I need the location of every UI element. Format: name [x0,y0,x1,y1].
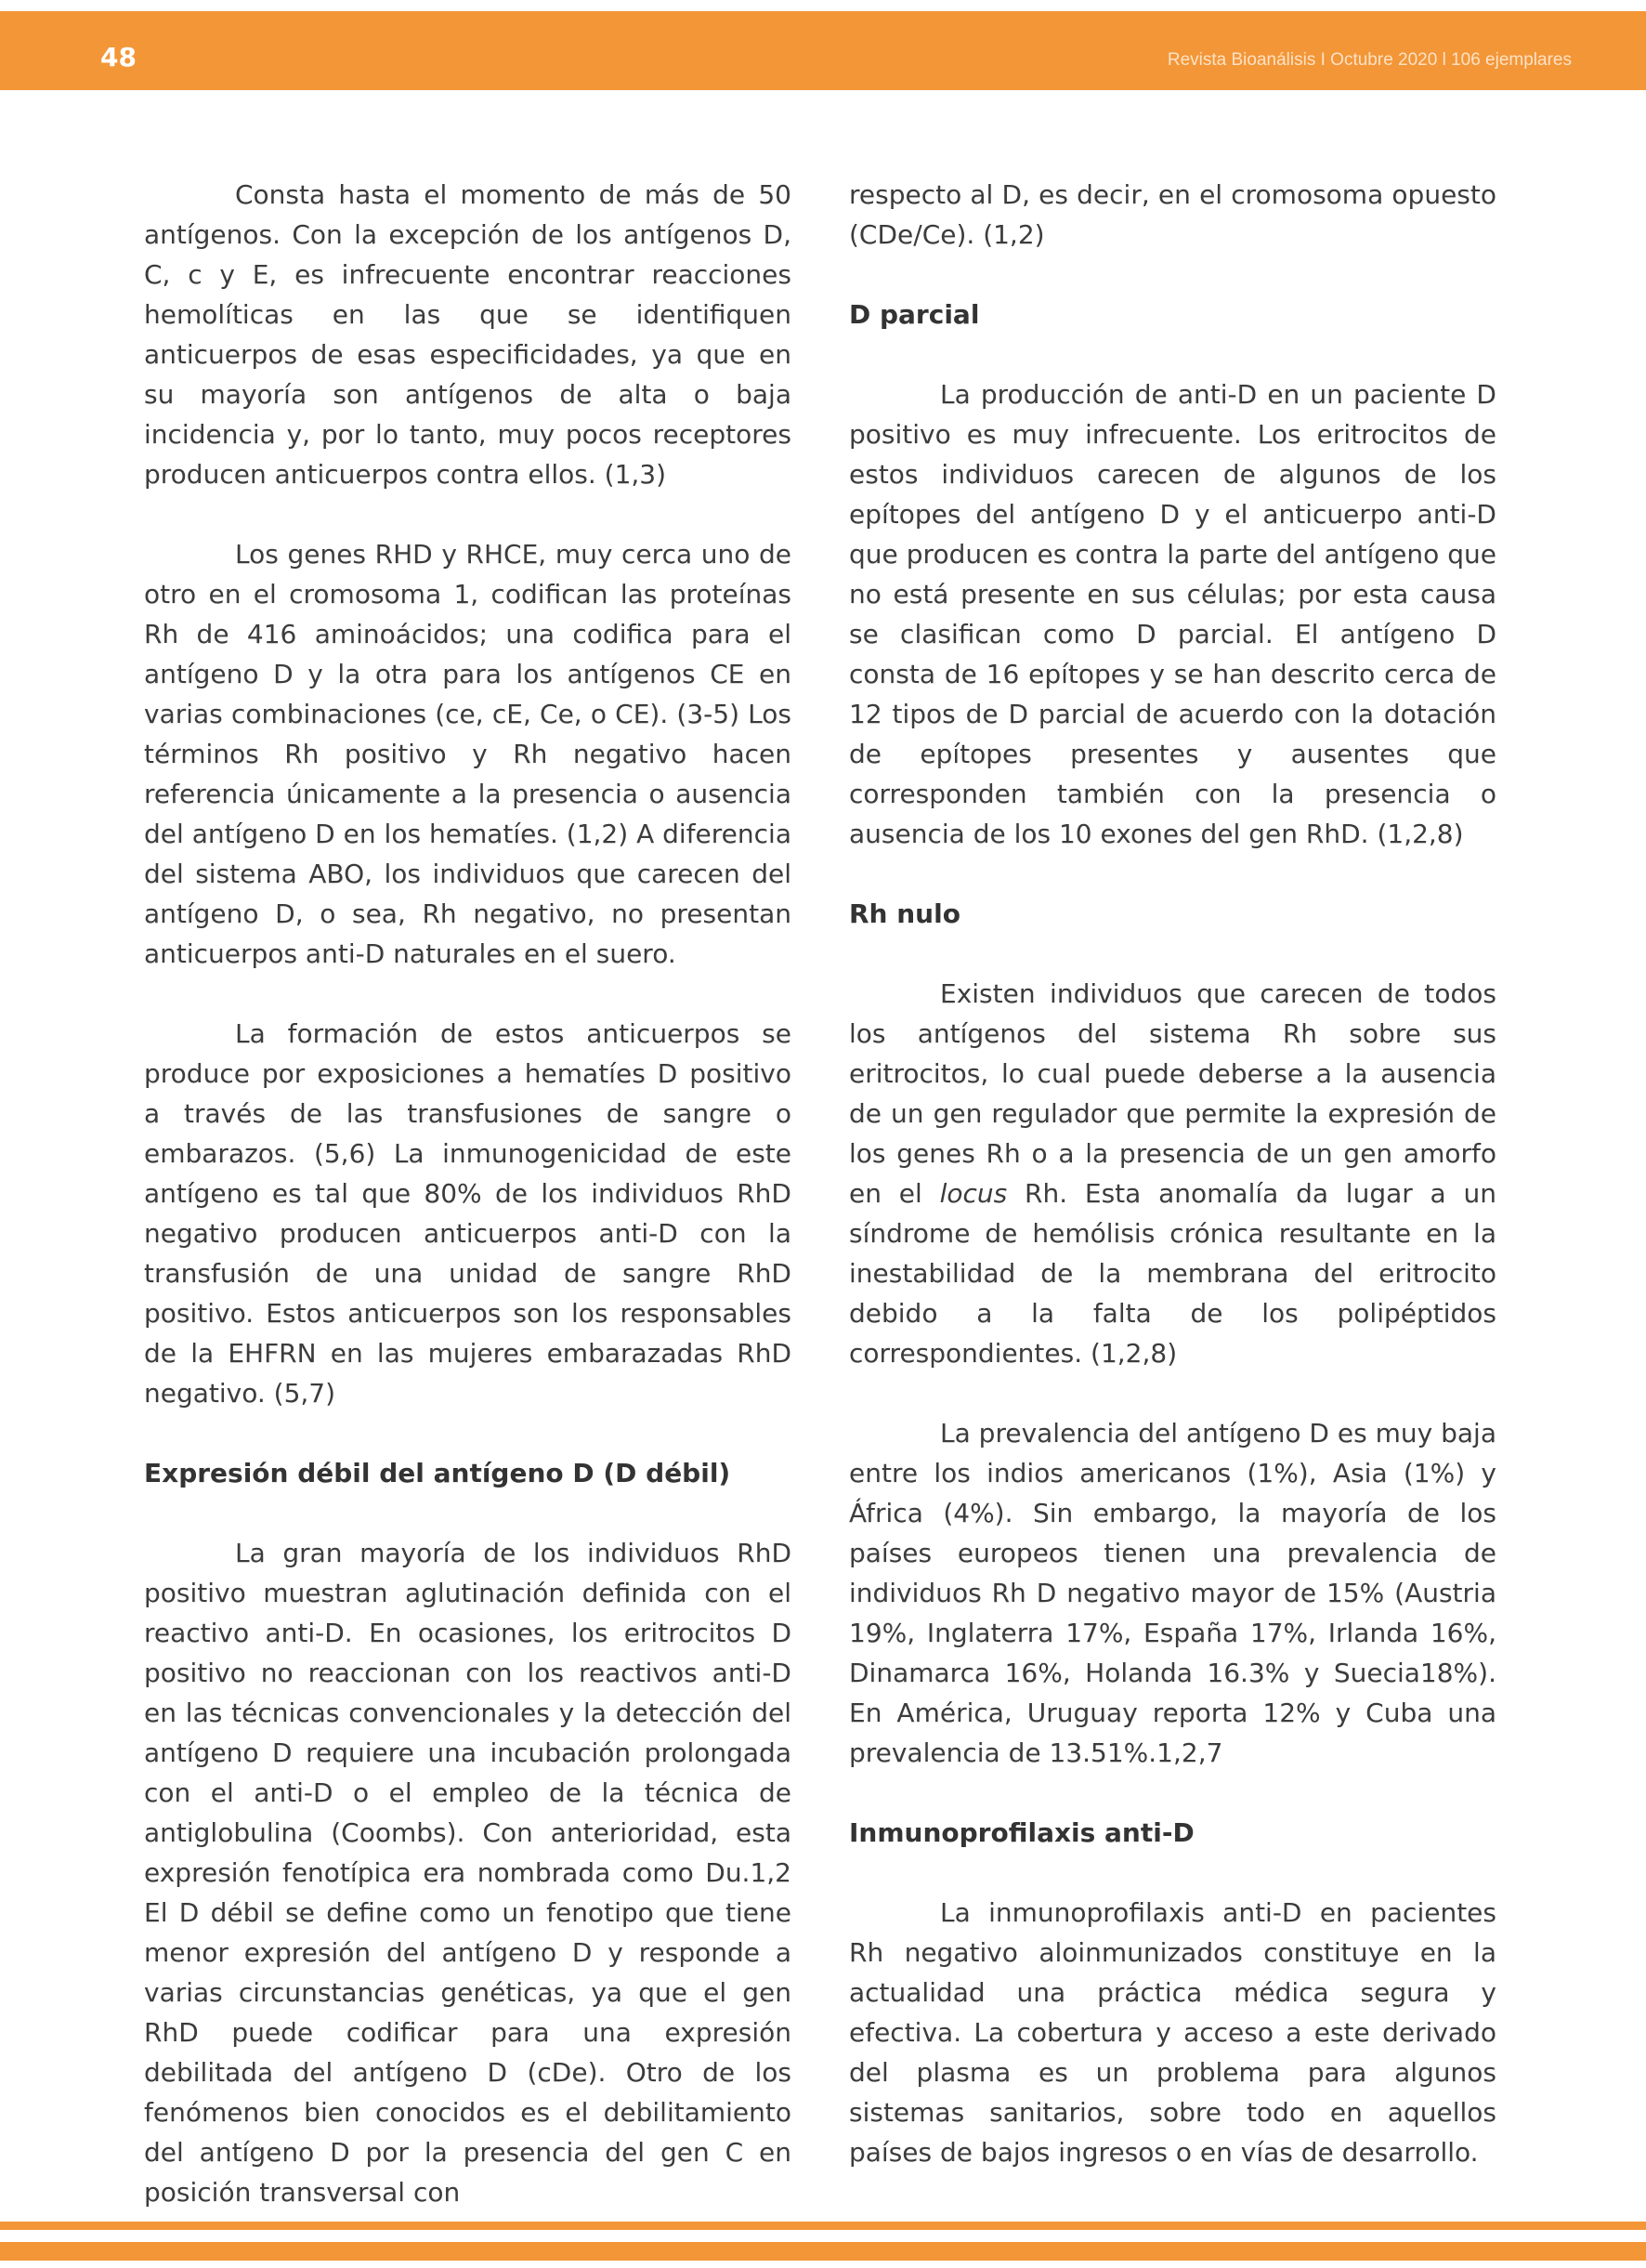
paragraph-inmunoprofilaxis: La inmunoprofilaxis anti-D en pacientes Rh negativo aloinmunizados constituye en la actualidad una práctica médica segura y efectiva. La cobertura y acceso a este derivado del plasma es un problema para algunos sistemas sanitarios, sobre todo en aquellos países de bajos ingresos o en vías de desarrollo. [849,1897,1496,2168]
paragraph-antigens: Consta hasta el momento de más de 50 antígenos. Con la excepción de los antígenos D, C, c y E, es infrecuente encontrar reacciones hemolíticas en las que se identifiquen anticuerpos de esas especificidades, ya que en su mayoría son antígenos de alta o baja incidencia y, por lo tanto, muy pocos receptores producen anticuerpos contra ellos. (1,3) [144,179,791,490]
header-bar [0,11,1646,90]
section-heading-inmunoprofilaxis: Inmunoprofilaxis anti-D [849,1817,1195,1848]
section-heading-d-parcial: D parcial [849,299,980,330]
section-heading-d-debil: Expresión débil del antígeno D (D débil) [144,1458,731,1488]
footer-bar-thick [0,2242,1646,2261]
running-head: Revista Bioanálisis I Octubre 2020 l 106 ejemplares [1167,50,1572,70]
left-column [144,175,791,2252]
paragraph-antibody-formation: La formación de estos anticuerpos se produce por exposiciones a hematíes D positivo a través de las transfusiones de sangre o embarazos. (5,6) La inmunogenicidad de este antígeno es tal que 80% de los individuos RhD negativo producen anticuerpos anti-D con la transfusión de una unidad de sangre RhD positivo. Estos anticuerpos son los responsables de la EHFRN en las mujeres embarazadas RhD negativo. (5,7) [144,1018,791,1409]
page-number: 48 [100,42,137,72]
footer-bar-thin [0,2222,1646,2230]
paragraph-prevalence: La prevalencia del antígeno D es muy baja entre los indios americanos (1%), Asia (1%) y África (4%). Sin embargo, la mayoría de los países europeos tienen una prevalencia de individuos Rh D negativo mayor de 15% (Austria 19%, Inglaterra 17%, España 17%, Irlanda 16%, Dinamarca 16%, Holanda 16.3% y Suecia18%). En América, Uruguay reporta 12% y Cuba una prevalencia de 13.51%.1,2,7 [849,1418,1496,1768]
paragraph-d-parcial: La producción de anti-D en un paciente D positivo es muy infrecuente. Los eritrocitos de estos individuos carecen de algunos de los epítopes del antígeno D y el anticuerpo anti-D que producen es contra la parte del antígeno que no está presente en sus células; por esta causa se clasifican como D parcial. El antígeno D consta de 16 epítopes y se han descrito cerca de 12 tipos de D parcial de acuerdo con la dotación de epítopes presentes y ausentes que corresponden también con la presencia o ausencia de los 10 exones del gen RhD. (1,2,8) [849,379,1496,849]
paragraph-rhd-rhce-genes: Los genes RHD y RHCE, muy cerca uno de otro en el cromosoma 1, codifican las proteínas Rh de 416 aminoácidos; una codifica para el antígeno D y la otra para los antígenos CE en varias combinaciones (ce, cE, Ce, o CE). (3-5) Los términos Rh positivo y Rh negativo hacen referencia únicamente a la presencia o ausencia del antígeno D en los hematíes. (1,2) A diferencia del sistema ABO, los individuos que carecen del antígeno D, o sea, Rh negativo, no presentan anticuerpos anti-D naturales en el suero. [144,539,791,969]
paragraph-rh-nulo-text-1: Existen individuos que carecen de todos los antígenos del sistema Rh sobre sus eritrocitos, lo cual puede deberse a la ausencia de un gen regulador que permite la expresión de los genes Rh o a la presencia de un gen amorfo en el [849,978,1496,1209]
paragraph-rh-nulo [849,974,1496,1373]
section-heading-rh-nulo: Rh nulo [849,898,960,929]
paragraph-d-debil: La gran mayoría de los individuos RhD positivo muestran aglutinación definida con el reactivo anti-D. En ocasiones, los eritrocitos D positivo no reaccionan con los reactivos anti-D en las técnicas convencionales y la detección del antígeno D requiere una incubación prolongada con el anti-D o el empleo de la técnica de antiglobulina (Coombs). Con anterioridad, esta expresión fenotípica era nombrada como Du.1,2 El D débil se define como un fenotipo que tiene menor expresión del antígeno D y responde a varias circunstancias genéticas, ya que el gen RhD puede codificar para una expresión debilitada del antígeno D (cDe). Otro de los fenómenos bien conocidos es el debilitamiento del antígeno D por la presencia del gen C en posición transversal con [144,1538,791,2208]
paragraph-rh-nulo-text-2: Rh. Esta anomalía da lugar a un síndrome de hemólisis crónica resultante en la inestabilidad de la membrana del eritrocito debido a la falta de los polipéptidos correspondientes. (1,2,8) [849,1178,1496,1369]
paragraph-rh-nulo-italic: locus [939,1178,1008,1209]
right-column [849,175,1496,2212]
paragraph-continuation: respecto al D, es decir, en el cromosoma opuesto (CDe/Ce). (1,2) [849,179,1496,250]
